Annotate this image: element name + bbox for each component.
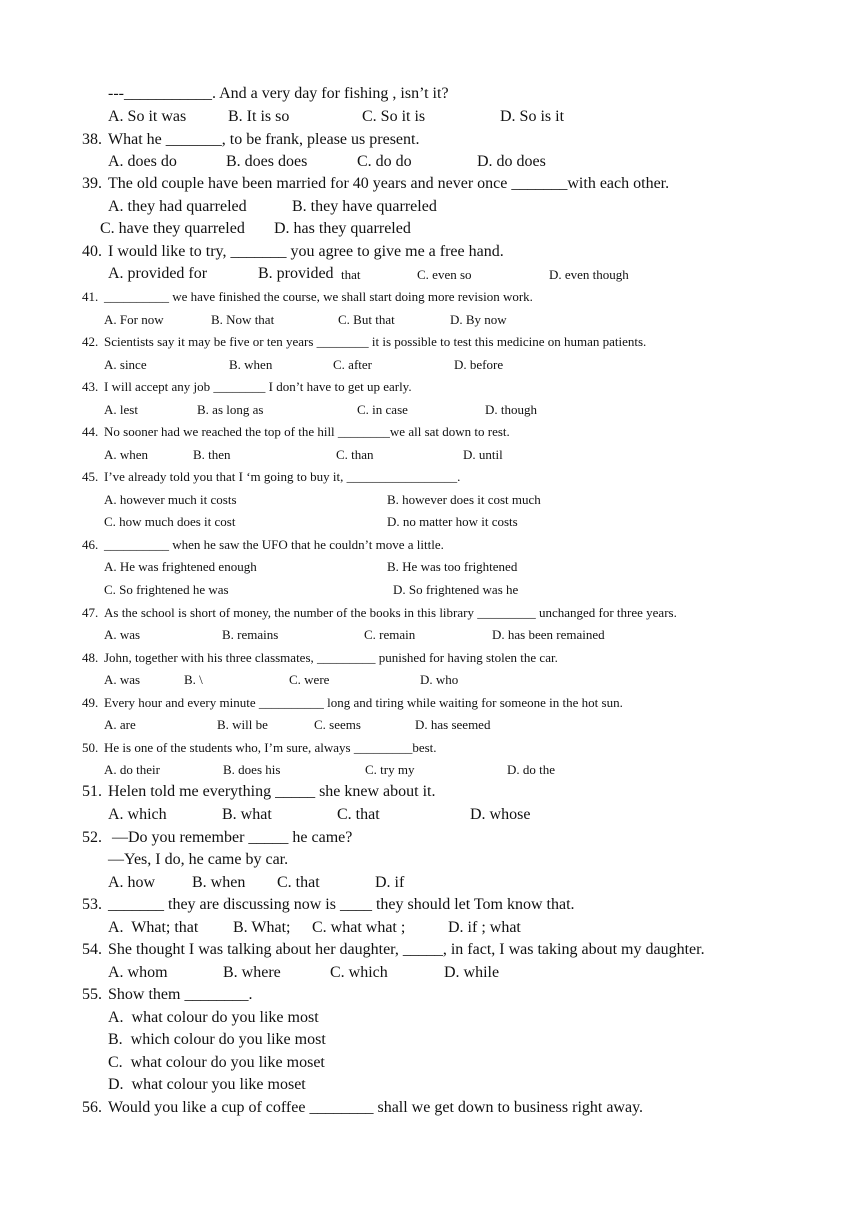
question-54-option-c: C. which <box>330 964 388 981</box>
question-44-option-a: A. when <box>104 447 149 462</box>
question-49-number: 49. <box>82 695 99 710</box>
question-37-stem: ---___________. And a very day for fishing , isn’t it? <box>108 85 449 102</box>
question-38-option-d: D. do does <box>477 153 546 170</box>
question-46-option-d: D. So frightened was he <box>393 582 519 597</box>
question-54-option-b: B. where <box>223 964 281 981</box>
question-49-stem: Every hour and every minute __________ long and tiring while waiting for someone in the hot sun. <box>104 695 623 710</box>
question-45-number: 45. <box>82 469 99 484</box>
question-46-option-c: C. So frightened he was <box>104 582 229 597</box>
question-49-option-a: A. are <box>104 717 136 732</box>
question-39-option-d: D. has they quarreled <box>274 220 411 237</box>
question-54-number: 54. <box>82 941 102 958</box>
question-51-number: 51. <box>82 783 102 800</box>
question-37-option-d: D. So is it <box>500 108 565 125</box>
question-48-option-c: C. were <box>289 672 330 687</box>
question-51-option-b: B. what <box>222 806 272 823</box>
question-44-number: 44. <box>82 424 99 439</box>
question-42-option-b: B. when <box>229 357 273 372</box>
question-45-option-a: A. however much it costs <box>104 492 237 507</box>
question-39-option-b: B. they have quarreled <box>292 198 437 215</box>
question-42-stem: Scientists say it may be five or ten years ________ it is possible to test this medicine on human patients. <box>104 334 647 349</box>
question-56-number: 56. <box>82 1099 102 1116</box>
question-55-option-b: B. which colour do you like most <box>108 1031 326 1048</box>
question-47-number: 47. <box>82 605 99 620</box>
question-37-option-a: A. So it was <box>108 108 187 125</box>
question-45-option-c: C. how much does it cost <box>104 514 236 529</box>
question-41-option-b: B. Now that <box>211 312 275 327</box>
question-55-number: 55. <box>82 986 102 1003</box>
question-44-stem: No sooner had we reached the top of the hill ________we all sat down to rest. <box>104 424 510 439</box>
question-45-stem: I’ve already told you that I ‘m going to buy it, _________________. <box>104 469 461 484</box>
question-55-option-c: C. what colour do you like moset <box>108 1054 325 1071</box>
question-42-option-d: D. before <box>454 357 504 372</box>
question-52-option-b: B. when <box>192 874 246 891</box>
question-43-option-c: C. in case <box>357 402 408 417</box>
question-48-stem: John, together with his three classmates, _________ punished for having stolen the car. <box>104 650 558 665</box>
question-43-number: 43. <box>82 379 99 394</box>
question-44-option-d: D. until <box>463 447 503 462</box>
question-49-option-b: B. will be <box>217 717 268 732</box>
question-48-option-b: B. \ <box>184 672 203 687</box>
question-47-stem: As the school is short of money, the number of the books in this library _________ unchanged for three years. <box>104 605 677 620</box>
question-55-option-d: D. what colour you like moset <box>108 1076 306 1093</box>
question-47-option-d: D. has been remained <box>492 627 605 642</box>
question-54-stem: She thought I was talking about her daughter, _____, in fact, I was taking about my daughter. <box>108 941 705 958</box>
question-55-stem: Show them ________. <box>108 986 253 1003</box>
question-50-option-b: B. does his <box>223 762 281 777</box>
question-49-option-d: D. has seemed <box>415 717 491 732</box>
question-40-option-a: A. provided for <box>108 265 208 282</box>
question-55-option-a: A. what colour do you like most <box>108 1009 319 1026</box>
question-53-option-b: B. What; <box>233 919 291 936</box>
question-53-stem: _______ they are discussing now is ____ they should let Tom know that. <box>108 896 575 913</box>
question-37-option-b: B. It is so <box>228 108 290 125</box>
question-38-stem: What he _______, to be frank, please us present. <box>108 131 420 148</box>
question-43-stem: I will accept any job ________ I don’t have to get up early. <box>104 379 412 394</box>
question-52-option-c: C. that <box>277 874 320 891</box>
question-53-option-a: A. What; that <box>108 919 199 936</box>
question-46-stem: __________ when he saw the UFO that he couldn’t move a little. <box>104 537 444 552</box>
question-46-option-b: B. He was too frightened <box>387 559 518 574</box>
question-54-option-d: D. while <box>444 964 500 981</box>
question-53-number: 53. <box>82 896 102 913</box>
question-52-option-a: A. how <box>108 874 156 891</box>
question-45-option-d: D. no matter how it costs <box>387 514 518 529</box>
question-40-option-b-cont: that <box>341 267 361 282</box>
question-44-option-b: B. then <box>193 447 231 462</box>
question-40-option-b: B. provided <box>258 265 334 282</box>
question-41-option-d: D. By now <box>450 312 507 327</box>
question-51-stem: Helen told me everything _____ she knew about it. <box>108 783 436 800</box>
question-42-option-a: A. since <box>104 357 147 372</box>
question-50-option-a: A. do their <box>104 762 160 777</box>
question-47-option-b: B. remains <box>222 627 279 642</box>
question-51-option-d: D. whose <box>470 806 531 823</box>
question-40-option-d: D. even though <box>549 267 629 282</box>
question-41-option-c: C. But that <box>338 312 395 327</box>
question-38-option-a: A. does do <box>108 153 177 170</box>
question-50-option-d: D. do the <box>507 762 556 777</box>
question-38-option-c: C. do do <box>357 153 412 170</box>
question-42-option-c: C. after <box>333 357 372 372</box>
question-39-stem: The old couple have been married for 40 years and never once _______with each other. <box>108 175 670 192</box>
question-46-option-a: A. He was frightened enough <box>104 559 257 574</box>
question-41-number: 41. <box>82 289 99 304</box>
question-40-stem: I would like to try, _______ you agree to give me a free hand. <box>108 243 504 260</box>
question-40-number: 40. <box>82 243 102 260</box>
question-43-option-a: A. lest <box>104 402 138 417</box>
question-46-number: 46. <box>82 537 99 552</box>
question-52-stem: —Do you remember _____ he came? <box>108 829 353 846</box>
question-53-option-c: C. what what ; <box>312 919 406 936</box>
question-43-option-b: B. as long as <box>197 402 264 417</box>
question-39-option-a: A. they had quarreled <box>108 198 247 215</box>
question-52-reply: —Yes, I do, he came by car. <box>108 851 289 868</box>
question-40-option-c: C. even so <box>417 267 472 282</box>
question-47-option-c: C. remain <box>364 627 416 642</box>
question-42-number: 42. <box>82 334 99 349</box>
question-43-option-d: D. though <box>485 402 537 417</box>
question-39-option-c: C. have they quarreled <box>100 220 245 237</box>
question-51-option-c: C. that <box>337 806 380 823</box>
question-47-option-a: A. was <box>104 627 141 642</box>
question-44-option-c: C. than <box>336 447 374 462</box>
question-37-option-c: C. So it is <box>362 108 426 125</box>
question-52-option-d: D. if <box>375 874 405 891</box>
question-51-option-a: A. which <box>108 806 167 823</box>
question-54-option-a: A. whom <box>108 964 168 981</box>
question-39-number: 39. <box>82 175 102 192</box>
question-50-option-c: C. try my <box>365 762 415 777</box>
question-48-number: 48. <box>82 650 99 665</box>
question-50-number: 50. <box>82 740 99 755</box>
question-38-option-b: B. does does <box>226 153 308 170</box>
question-38-number: 38. <box>82 131 102 148</box>
question-50-stem: He is one of the students who, I’m sure, always _________best. <box>104 740 437 755</box>
question-49-option-c: C. seems <box>314 717 361 732</box>
question-56-stem: Would you like a cup of coffee ________ shall we get down to business right away. <box>108 1099 644 1116</box>
question-53-option-d: D. if ; what <box>448 919 521 936</box>
question-41-stem: __________ we have finished the course, we shall start doing more revision work. <box>104 289 533 304</box>
question-41-option-a: A. For now <box>104 312 164 327</box>
question-52-number: 52. <box>82 829 102 846</box>
question-45-option-b: B. however does it cost much <box>387 492 541 507</box>
question-48-option-a: A. was <box>104 672 141 687</box>
question-48-option-d: D. who <box>420 672 459 687</box>
